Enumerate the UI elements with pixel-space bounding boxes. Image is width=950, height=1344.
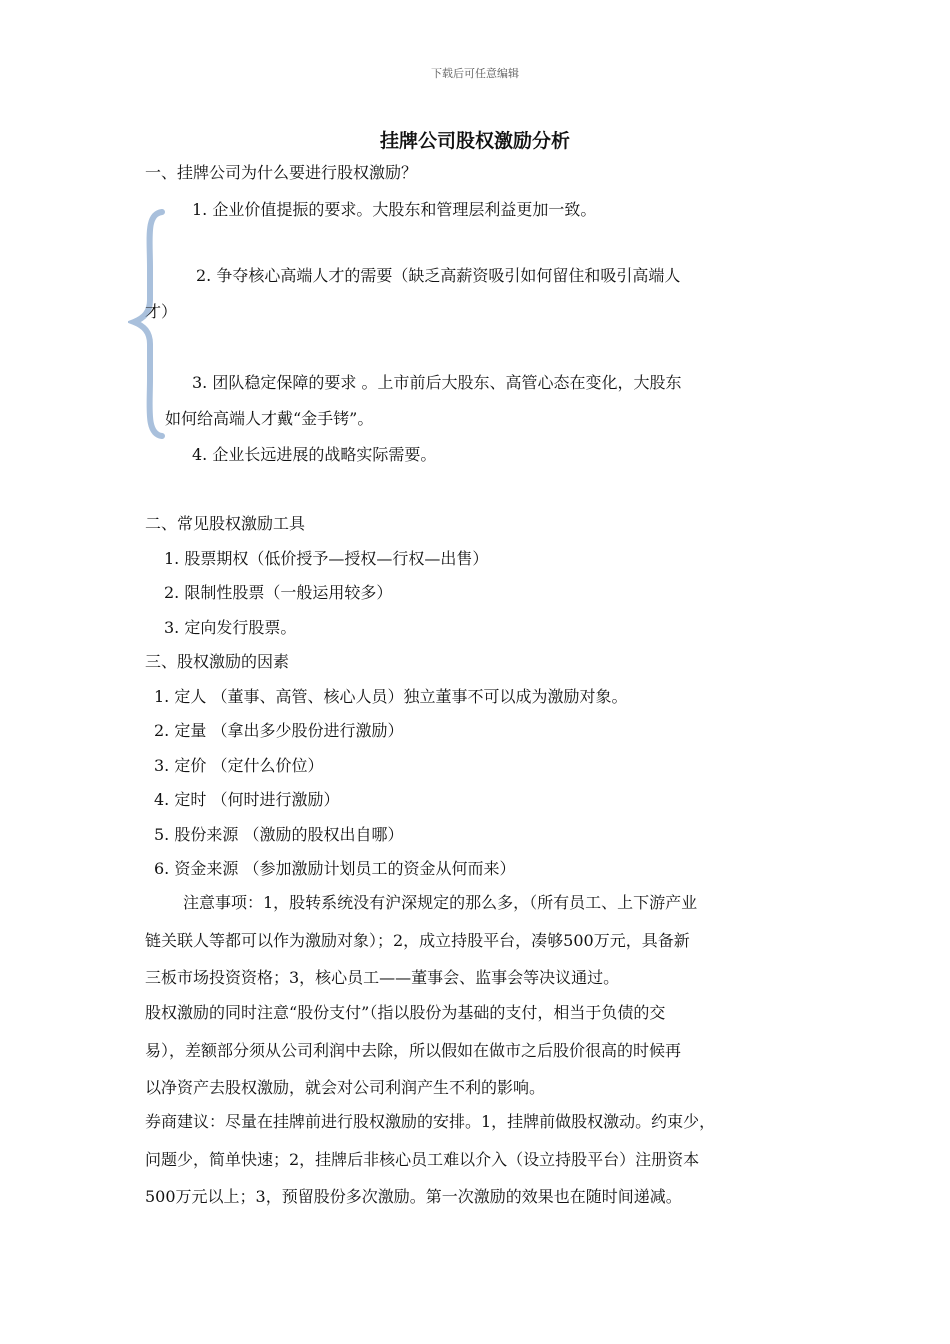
section1-item1: 1. 企业价值提振的要求。大股东和管理层利益更加一致。	[192, 200, 597, 219]
section3-item3: 3. 定价 （定什么价位）	[154, 756, 324, 775]
notes-para2-line3: 以净资产去股权激励，就会对公司利润产生不利的影响。	[145, 1078, 546, 1097]
section1-item4: 4. 企业长远进展的战略实际需要。	[192, 445, 437, 464]
section1-item3-line1: 3. 团队稳定保障的要求 。上市前后大股东、高管心态在变化，大股东	[192, 373, 682, 392]
page-header: 下载后可任意编辑	[431, 67, 519, 80]
curly-brace-decoration	[128, 208, 168, 440]
section1-item2-line2: 才）	[145, 302, 178, 321]
notes-para2-line1: 股权激励的同时注意“股份支付”（指以股份为基础的支付，相当于负债的交	[145, 1003, 666, 1022]
section1-heading: 一、挂牌公司为什么要进行股权激励？	[145, 163, 418, 182]
section2-item3: 3. 定向发行股票。	[164, 618, 297, 637]
notes-para3-line3: 500万元以上；3，预留股份多次激励。第一次激励的效果也在随时间递减。	[145, 1187, 682, 1206]
section1-item3-line2: 如何给高端人才戴“金手铐”。	[165, 409, 374, 428]
notes-para2-line2: 易），差额部分须从公司利润中去除，所以假如在做市之后股价很高的时候再	[145, 1041, 682, 1060]
notes-para3-line2: 问题少，简单快速；2，挂牌后非核心员工难以介入（设立持股平台）注册资本	[145, 1150, 700, 1169]
notes-para3-line1: 券商建议：尽量在挂牌前进行股权激励的安排。1，挂牌前做股权激动。约束少，	[145, 1112, 716, 1131]
section2-item2: 2. 限制性股票（一般运用较多）	[164, 583, 393, 602]
notes-para1-line3: 三板市场投资资格；3，核心员工——董事会、监事会等决议通过。	[145, 968, 620, 987]
section1-item2-line1: 2. 争夺核心高端人才的需要（缺乏高薪资吸引如何留住和吸引高端人	[196, 266, 681, 285]
notes-para1-line2: 链关联人等都可以作为激励对象）；2，成立持股平台，凑够500万元，具备新	[145, 931, 690, 950]
section2-item1: 1. 股票期权（低价授予—授权—行权—出售）	[164, 549, 489, 568]
document-title: 挂牌公司股权激励分析	[379, 130, 570, 152]
section3-item2: 2. 定量 （拿出多少股份进行激励）	[154, 721, 404, 740]
section3-item4: 4. 定时 （何时进行激励）	[154, 790, 340, 809]
section3-item1: 1. 定人 （董事、高管、核心人员）独立董事不可以成为激励对象。	[154, 687, 628, 706]
section3-heading: 三、股权激励的因素	[145, 652, 290, 671]
section3-item5: 5. 股份来源 （激励的股权出自哪）	[154, 825, 404, 844]
section3-item6: 6. 资金来源 （参加激励计划员工的资金从何而来）	[154, 859, 516, 878]
section2-heading: 二、常见股权激励工具	[145, 514, 306, 533]
notes-para1-line1: 注意事项：1，股转系统没有沪深规定的那么多，（所有员工、上下游产业	[183, 893, 698, 912]
